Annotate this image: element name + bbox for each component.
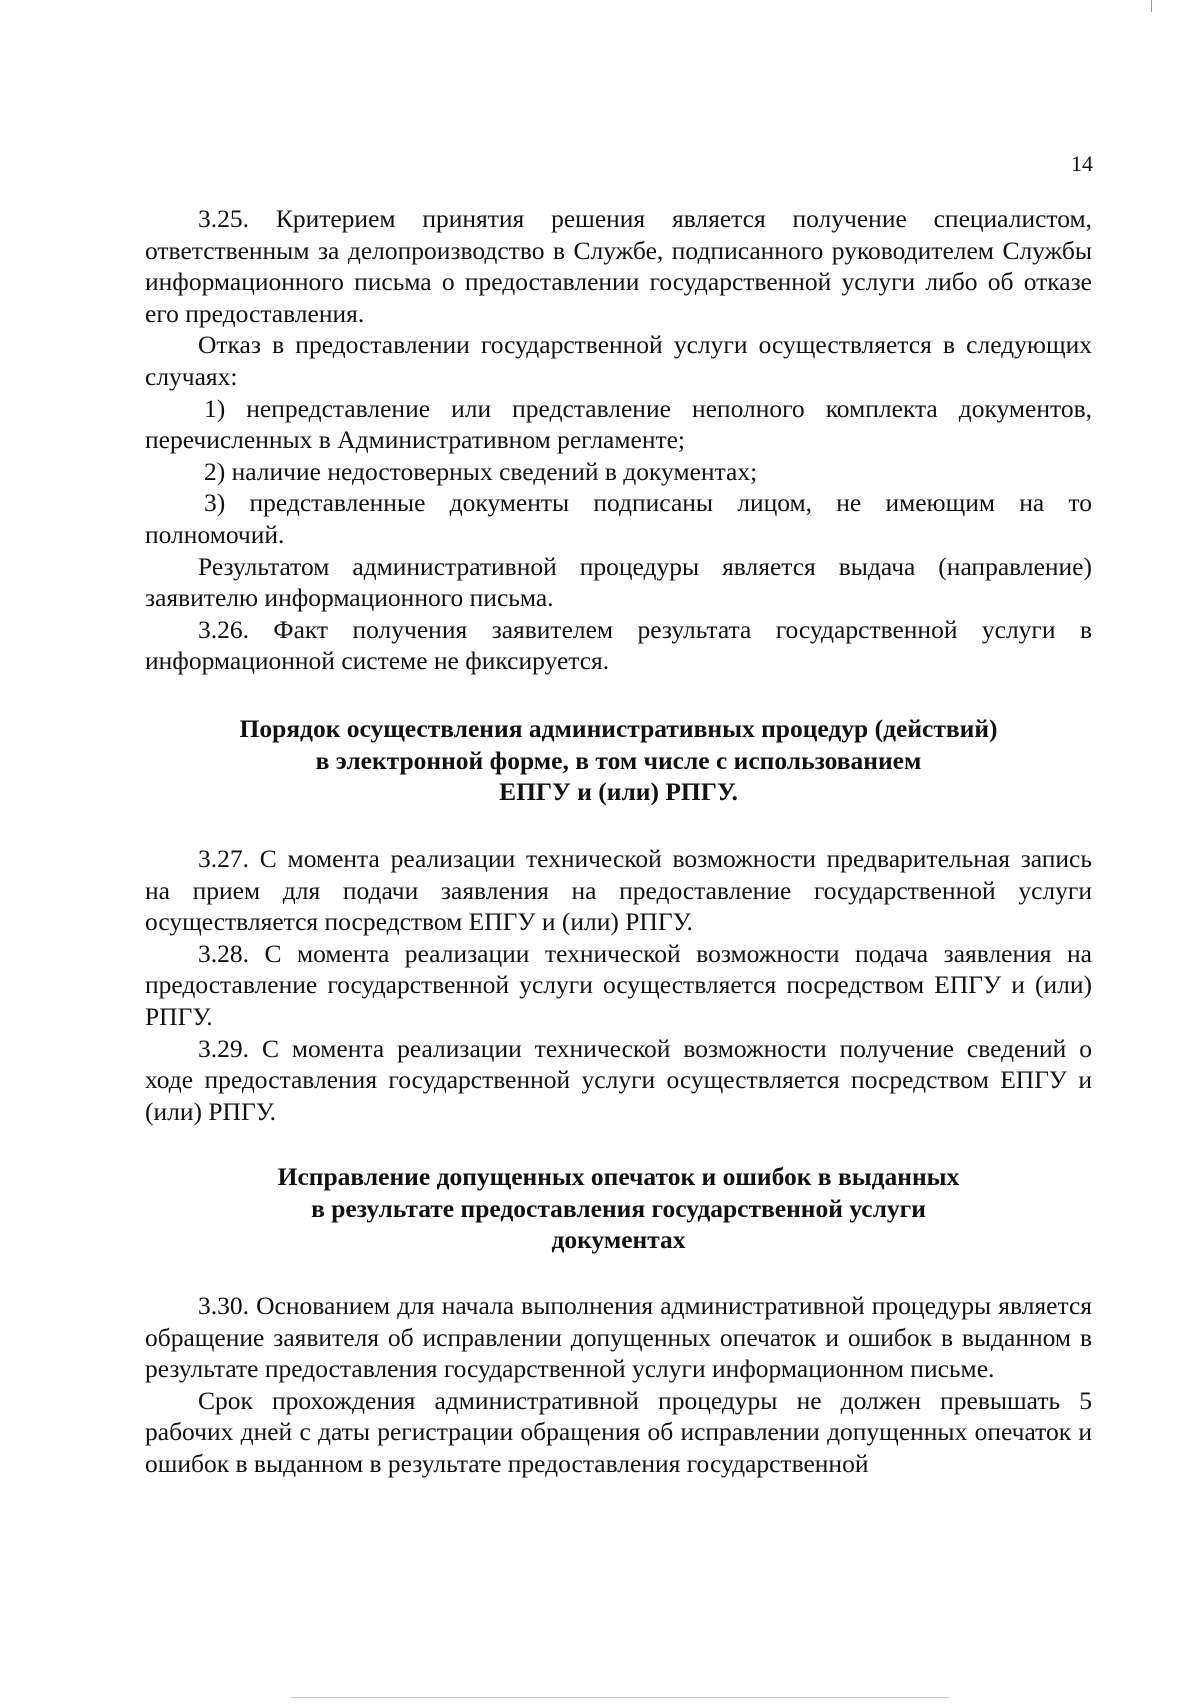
section-3-27-3-29 <box>145 843 1092 1127</box>
heading-line: ЕПГУ и (или) РПГУ. <box>499 777 738 807</box>
scan-edge-mark <box>1151 0 1152 12</box>
heading-error-correction <box>145 1161 1092 1256</box>
paragraph-3-28: 3.28. С момента реализации технической возможности подача заявления на предоставление государственной услуги осуществляется посредством ЕПГУ и (или) РПГУ. <box>145 938 1092 1031</box>
paragraph-3-30: 3.30. Основанием для начала выполнения административной процедуры является обращение заявителя об исправлении допущенных опечаток и ошибок в выданном в результате предоставления государственной услуги информационном письме. <box>145 1291 1092 1384</box>
list-item-3: 3) представленные документы подписаны лицом, не имеющим на то полномочий. <box>145 488 1092 549</box>
paragraph-result: Результатом административной процедуры является выдача (направление) заявителю информационного письма. <box>145 551 1092 613</box>
scan-bottom-edge <box>290 1697 950 1698</box>
paragraph-3-26: 3.26. Факт получения заявителем результата государственной услуги в информационной системе не фиксируется. <box>145 614 1092 676</box>
list-item-2: 2) наличие недостоверных сведений в документах; <box>204 456 758 486</box>
page-number: 14 <box>1071 151 1093 176</box>
heading-electronic-procedures <box>145 713 1092 808</box>
heading-line: в электронной форме, в том числе с использованием <box>315 745 922 775</box>
paragraph-3-29: 3.29. С момента реализации технической возможности получение сведений о ходе предоставления государственной услуги осуществляется посредством ЕПГУ и (или) РПГУ. <box>145 1033 1092 1126</box>
section-3-25-3-26 <box>145 203 1092 677</box>
paragraph-refusal-cases: Отказ в предоставлении государственной услуги осуществляется в следующих случаях: <box>145 330 1092 391</box>
paragraph-deadline: Срок прохождения административной процедуры не должен превышать 5 рабочих дней с даты регистрации обращения об исправлении допущенных опечаток и ошибок в выданном в результате предоставления государственной <box>145 1385 1092 1478</box>
paragraph-3-25: 3.25. Критерием принятия решения является получение специалистом, ответственным за делопроизводство в Службе, подписанного руководителем Службы информационного письма о предоставлении государственной услуги либо об отказе его предоставления. <box>145 204 1092 328</box>
heading-line: Исправление допущенных опечаток и ошибок в выданных <box>277 1162 960 1191</box>
heading-line: в результате предоставления государственной услуги <box>311 1193 926 1223</box>
paragraph-3-27: 3.27. С момента реализации технической возможности предварительная запись на прием для подачи заявления на предоставление государственной услуги осуществляется посредством ЕПГУ и (или) РПГУ. <box>145 844 1092 937</box>
heading-line: Порядок осуществления административных процедур (действий) <box>239 714 998 743</box>
list-item-1: 1) непредставление или представление неполного комплекта документов, перечисленных в Административном регламенте; <box>145 393 1092 455</box>
section-3-30 <box>145 1290 1092 1480</box>
heading-line: документах <box>551 1225 686 1255</box>
